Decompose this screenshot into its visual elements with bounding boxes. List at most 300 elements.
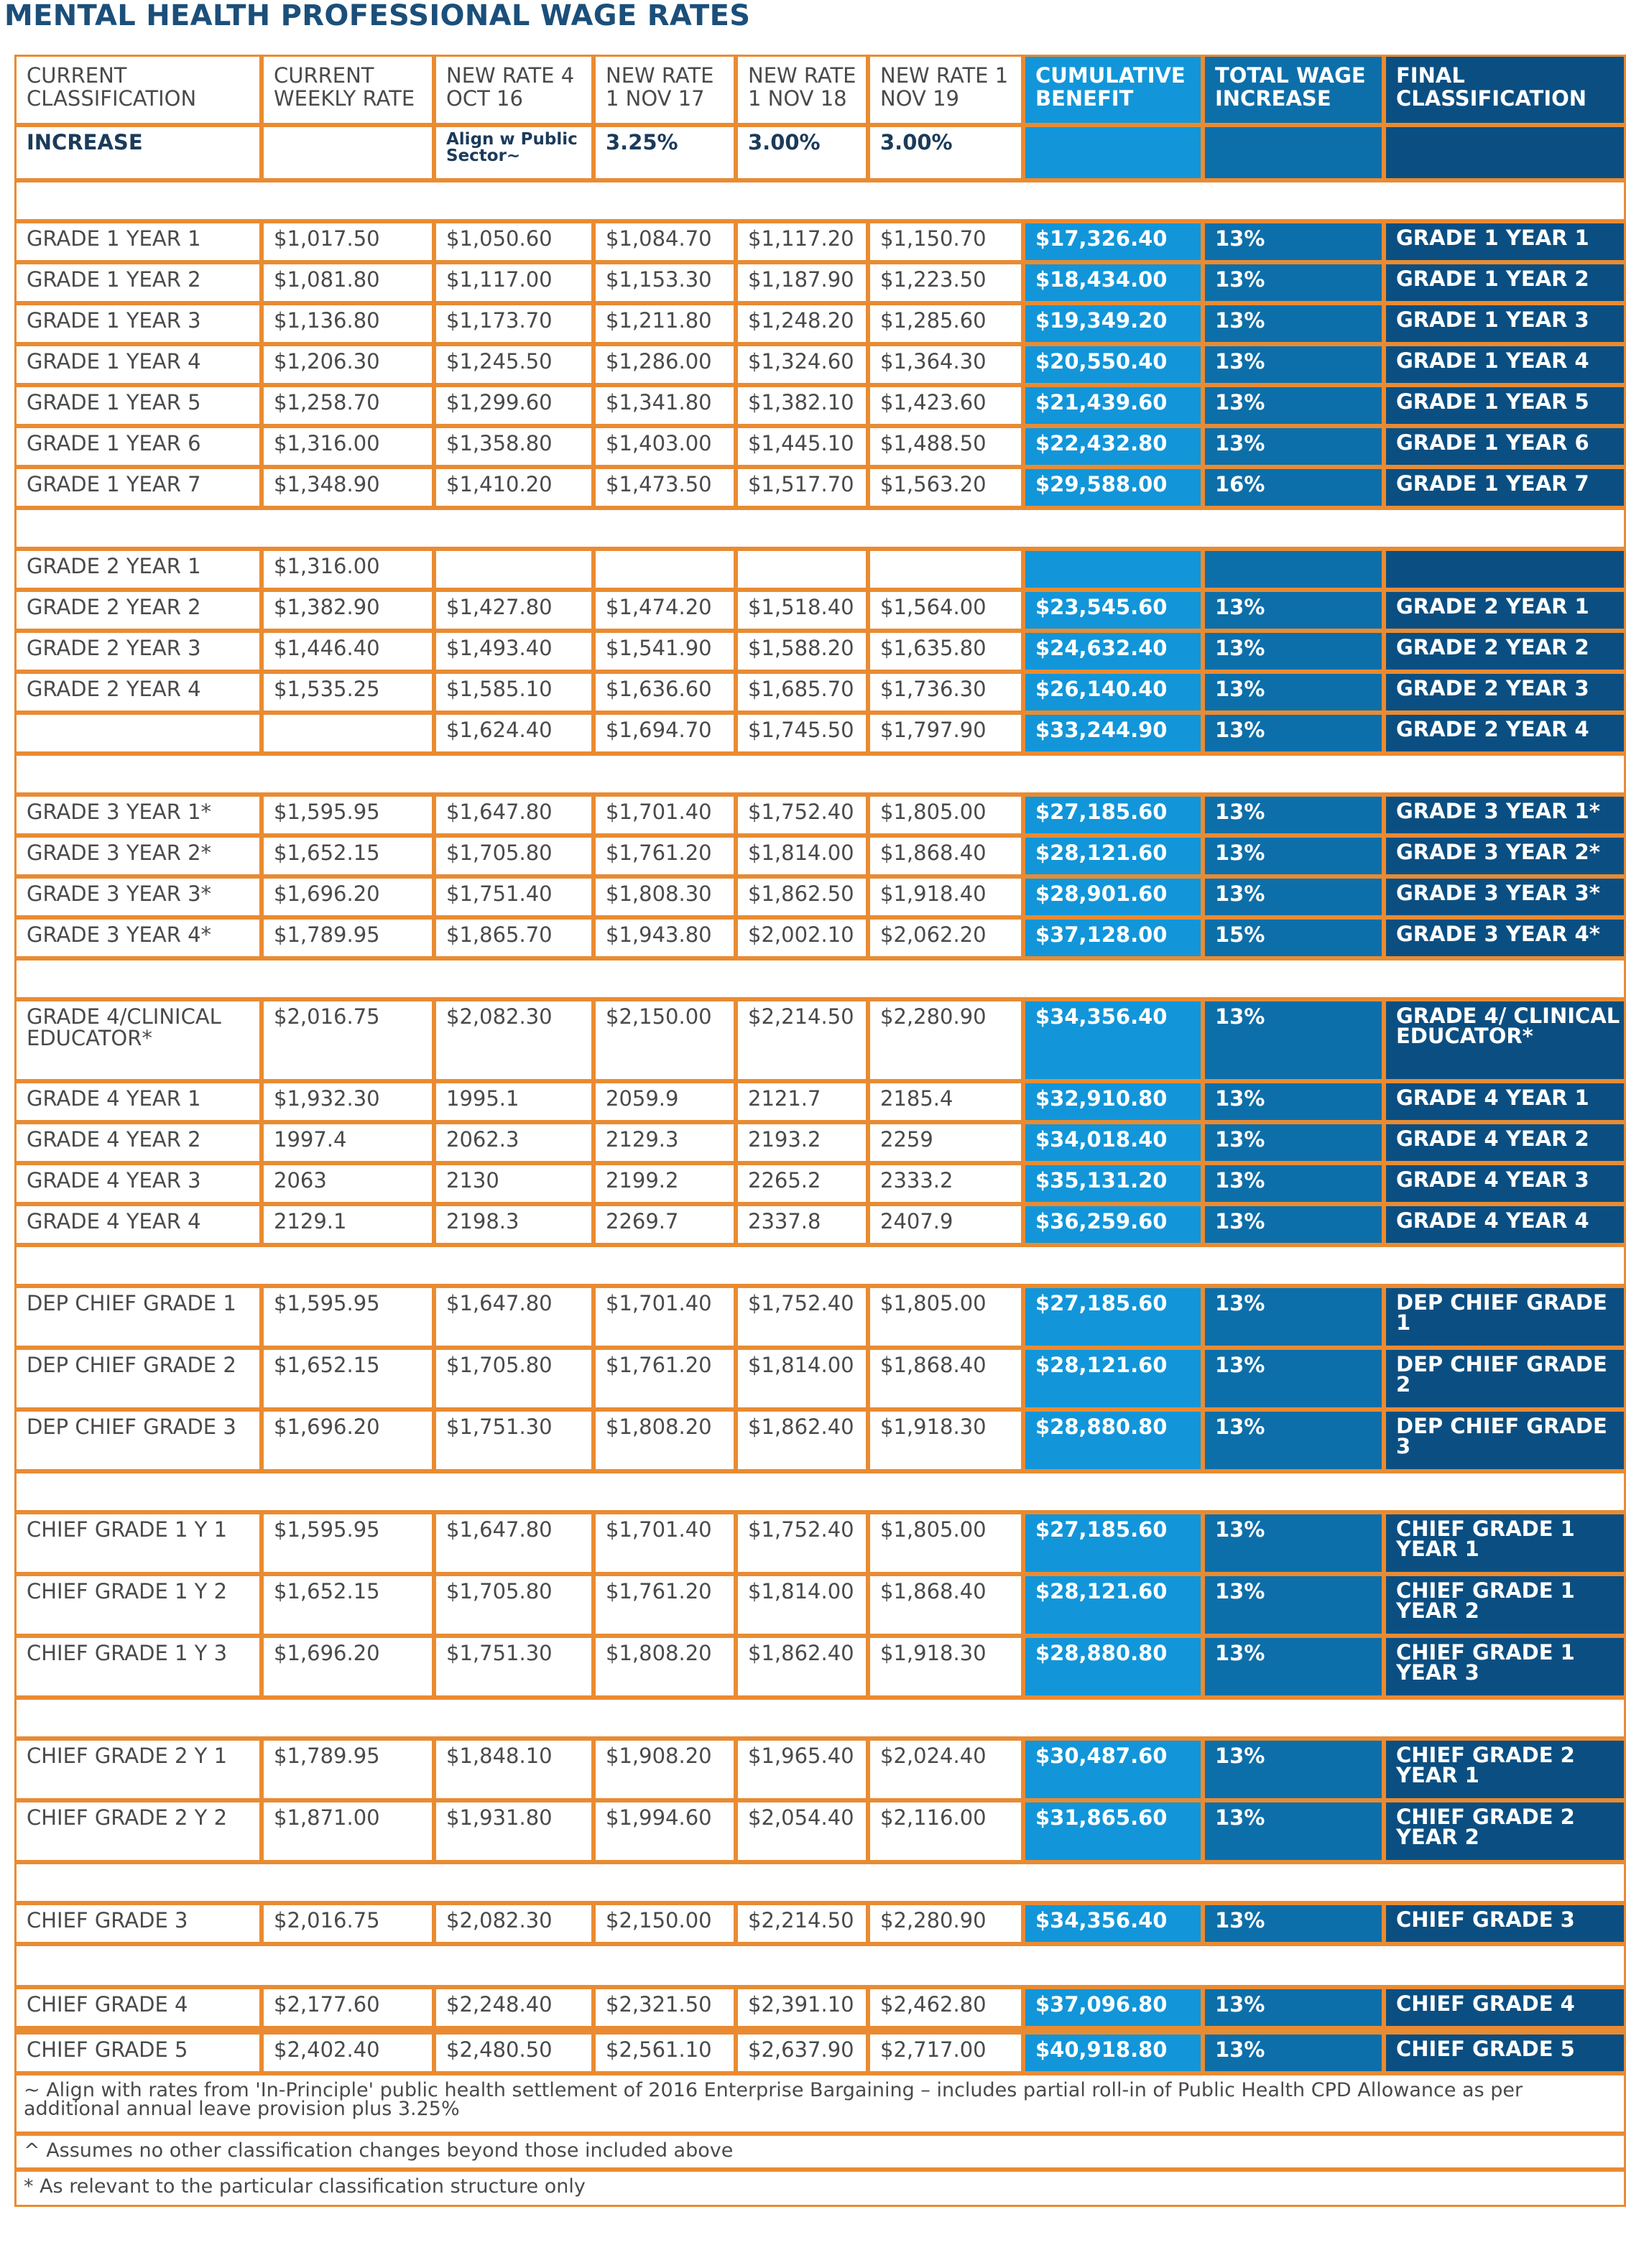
row-new-rate-nov19-cell: $2,280.90 (868, 999, 1023, 1081)
row-current-classification-cell: GRADE 1 YEAR 6 (14, 426, 262, 467)
section-spacer (14, 1944, 1626, 1987)
row-new-rate-nov19-cell: $2,062.20 (868, 917, 1023, 958)
row-current-classification-cell: CHIEF GRADE 4 (14, 1987, 262, 2028)
row-total-wage-increase-cell: 13% (1203, 1574, 1384, 1636)
row-new-rate-oct16-cell: $1,865.70 (434, 917, 593, 958)
row-new-rate-oct16-cell (434, 549, 593, 590)
row-cumulative-benefit-cell: $33,244.90 (1023, 713, 1203, 754)
row-new-rate-nov18-cell: $1,752.40 (736, 1286, 868, 1348)
row-final-classification-cell: GRADE 3 YEAR 2* (1384, 836, 1626, 876)
row-new-rate-oct16-cell: $1,751.30 (434, 1410, 593, 1471)
row-new-rate-oct16-cell: $1,427.80 (434, 590, 593, 631)
row-current-classification-cell: GRADE 3 YEAR 4* (14, 917, 262, 958)
row-new-rate-nov17-cell: $1,153.30 (593, 262, 736, 303)
row-new-rate-nov19-cell: $1,635.80 (868, 631, 1023, 672)
row-new-rate-nov18-cell: $2,214.50 (736, 999, 868, 1081)
row-current-weekly-rate-cell: $2,016.75 (262, 1903, 434, 1944)
section-spacer (14, 508, 1626, 549)
row-current-classification-cell: GRADE 2 YEAR 1 (14, 549, 262, 590)
row-cumulative-benefit-cell: $36,259.60 (1023, 1204, 1203, 1245)
row-new-rate-oct16-cell: $2,082.30 (434, 999, 593, 1081)
row-new-rate-nov17-cell: $1,701.40 (593, 795, 736, 836)
row-new-rate-nov18-cell: 2265.2 (736, 1163, 868, 1204)
row-total-wage-increase-cell: 13% (1203, 303, 1384, 344)
row-final-classification-cell: GRADE 3 YEAR 4* (1384, 917, 1626, 958)
table-row (14, 1512, 1626, 1574)
row-cumulative-benefit-cell: $34,018.40 (1023, 1122, 1203, 1163)
row-current-classification-cell: CHIEF GRADE 2 Y 1 (14, 1739, 262, 1800)
section-spacer (14, 1245, 1626, 1286)
row-current-classification-cell: GRADE 3 YEAR 2* (14, 836, 262, 876)
footnote-text: * As relevant to the particular classification structure only (14, 2170, 1626, 2207)
row-new-rate-nov18-cell: $1,117.20 (736, 221, 868, 262)
row-current-weekly-rate-cell: $1,316.00 (262, 426, 434, 467)
increase-final-classification-cell (1384, 125, 1626, 180)
row-new-rate-oct16-cell: $1,647.80 (434, 795, 593, 836)
row-current-weekly-rate-cell: 2063 (262, 1163, 434, 1204)
row-cumulative-benefit-cell: $28,121.60 (1023, 1574, 1203, 1636)
header-new-rate-nov17-cell: NEW RATE 1 NOV 17 (593, 55, 736, 125)
row-new-rate-nov19-cell: $1,423.60 (868, 385, 1023, 426)
row-new-rate-nov19-cell (868, 549, 1023, 590)
row-new-rate-oct16-cell: $1,624.40 (434, 713, 593, 754)
spacer-cell (14, 1862, 1626, 1903)
row-current-weekly-rate-cell: $1,696.20 (262, 1410, 434, 1471)
row-new-rate-nov17-cell: $2,150.00 (593, 1903, 736, 1944)
row-final-classification-cell: GRADE 3 YEAR 3* (1384, 876, 1626, 917)
row-current-classification-cell: GRADE 2 YEAR 3 (14, 631, 262, 672)
section-spacer (14, 958, 1626, 999)
increase-total-wage-increase-cell (1203, 125, 1384, 180)
row-total-wage-increase-cell: 13% (1203, 836, 1384, 876)
section-spacer (14, 754, 1626, 795)
row-new-rate-nov19-cell: $1,868.40 (868, 836, 1023, 876)
row-cumulative-benefit-cell: $27,185.60 (1023, 1286, 1203, 1348)
row-cumulative-benefit-cell: $26,140.40 (1023, 672, 1203, 713)
row-cumulative-benefit-cell: $29,588.00 (1023, 467, 1203, 508)
table-row (14, 344, 1626, 385)
section-spacer (14, 1862, 1626, 1903)
row-new-rate-nov18-cell: $1,862.40 (736, 1636, 868, 1698)
row-current-weekly-rate-cell: $1,789.95 (262, 917, 434, 958)
row-new-rate-nov19-cell: $1,805.00 (868, 1286, 1023, 1348)
row-new-rate-nov17-cell: $1,808.20 (593, 1410, 736, 1471)
row-current-classification-cell: CHIEF GRADE 3 (14, 1903, 262, 1944)
row-current-classification-cell: DEP CHIEF GRADE 2 (14, 1348, 262, 1410)
row-new-rate-nov18-cell: $2,637.90 (736, 2032, 868, 2073)
row-current-weekly-rate-cell: $1,696.20 (262, 876, 434, 917)
row-total-wage-increase-cell: 13% (1203, 385, 1384, 426)
row-current-weekly-rate-cell: $1,017.50 (262, 221, 434, 262)
spacer-cell (14, 1698, 1626, 1739)
row-new-rate-nov19-cell: $1,150.70 (868, 221, 1023, 262)
row-current-classification-cell: GRADE 1 YEAR 7 (14, 467, 262, 508)
spacer-cell (14, 754, 1626, 795)
row-new-rate-nov17-cell: 2269.7 (593, 1204, 736, 1245)
spacer-cell (14, 180, 1626, 221)
row-new-rate-nov18-cell: $1,685.70 (736, 672, 868, 713)
row-total-wage-increase-cell: 13% (1203, 221, 1384, 262)
row-cumulative-benefit-cell: $34,356.40 (1023, 1903, 1203, 1944)
row-cumulative-benefit-cell: $28,121.60 (1023, 836, 1203, 876)
row-cumulative-benefit-cell: $34,356.40 (1023, 999, 1203, 1081)
row-cumulative-benefit-cell: $37,128.00 (1023, 917, 1203, 958)
row-total-wage-increase-cell: 13% (1203, 1348, 1384, 1410)
row-new-rate-nov19-cell: $2,280.90 (868, 1903, 1023, 1944)
row-new-rate-nov17-cell: $1,341.80 (593, 385, 736, 426)
table-row (14, 1636, 1626, 1698)
row-total-wage-increase-cell: 13% (1203, 1987, 1384, 2028)
row-cumulative-benefit-cell: $28,121.60 (1023, 1348, 1203, 1410)
row-current-weekly-rate-cell: $1,595.95 (262, 1512, 434, 1574)
footnote-row (14, 2134, 1626, 2170)
row-current-weekly-rate-cell: $1,652.15 (262, 836, 434, 876)
table-row (14, 262, 1626, 303)
section-spacer (14, 1471, 1626, 1512)
row-current-weekly-rate-cell: $1,652.15 (262, 1348, 434, 1410)
row-total-wage-increase-cell: 13% (1203, 1636, 1384, 1698)
row-cumulative-benefit-cell: $20,550.40 (1023, 344, 1203, 385)
footnote-text: ~ Align with rates from 'In-Principle' public health settlement of 2016 Enterprise Bargaining – includes partial roll-in of Public Health CPD Allowance as per additional annual leave provision plus 3.25% (14, 2073, 1626, 2134)
row-final-classification-cell: GRADE 4 YEAR 1 (1384, 1081, 1626, 1122)
row-new-rate-nov18-cell: $2,054.40 (736, 1800, 868, 1862)
spacer-cell (14, 1245, 1626, 1286)
row-current-weekly-rate-cell: $1,789.95 (262, 1739, 434, 1800)
table-row (14, 1574, 1626, 1636)
row-new-rate-oct16-cell: $1,050.60 (434, 221, 593, 262)
increase-new-rate-nov18-cell: 3.00% (736, 125, 868, 180)
row-current-weekly-rate-cell: 1997.4 (262, 1122, 434, 1163)
page-title: MENTAL HEALTH PROFESSIONAL WAGE RATES (4, 0, 751, 32)
row-total-wage-increase-cell: 13% (1203, 1163, 1384, 1204)
row-current-classification-cell: GRADE 4 YEAR 1 (14, 1081, 262, 1122)
row-new-rate-oct16-cell: $1,751.40 (434, 876, 593, 917)
table-row (14, 549, 1626, 590)
table-row (14, 303, 1626, 344)
row-new-rate-oct16-cell: $1,358.80 (434, 426, 593, 467)
row-total-wage-increase-cell: 13% (1203, 1204, 1384, 1245)
row-new-rate-nov18-cell: $2,002.10 (736, 917, 868, 958)
row-new-rate-oct16-cell: $1,848.10 (434, 1739, 593, 1800)
row-final-classification-cell: CHIEF GRADE 2 YEAR 2 (1384, 1800, 1626, 1862)
row-current-classification-cell: GRADE 1 YEAR 4 (14, 344, 262, 385)
row-final-classification-cell: GRADE 2 YEAR 4 (1384, 713, 1626, 754)
row-total-wage-increase-cell: 13% (1203, 590, 1384, 631)
row-cumulative-benefit-cell: $18,434.00 (1023, 262, 1203, 303)
table-row (14, 836, 1626, 876)
row-current-weekly-rate-cell: $1,382.90 (262, 590, 434, 631)
row-current-classification-cell: GRADE 2 YEAR 4 (14, 672, 262, 713)
row-new-rate-oct16-cell: $1,705.80 (434, 836, 593, 876)
row-current-classification-cell: GRADE 1 YEAR 5 (14, 385, 262, 426)
row-cumulative-benefit-cell: $17,326.40 (1023, 221, 1203, 262)
row-total-wage-increase-cell: 13% (1203, 426, 1384, 467)
row-total-wage-increase-cell: 16% (1203, 467, 1384, 508)
table-row (14, 1163, 1626, 1204)
row-new-rate-nov18-cell: $1,445.10 (736, 426, 868, 467)
row-cumulative-benefit-cell: $32,910.80 (1023, 1081, 1203, 1122)
row-current-weekly-rate-cell: $1,446.40 (262, 631, 434, 672)
row-current-weekly-rate-cell: 2129.1 (262, 1204, 434, 1245)
row-cumulative-benefit-cell: $19,349.20 (1023, 303, 1203, 344)
row-total-wage-increase-cell: 15% (1203, 917, 1384, 958)
row-new-rate-nov17-cell: $1,808.20 (593, 1636, 736, 1698)
row-new-rate-nov19-cell: 2333.2 (868, 1163, 1023, 1204)
row-current-weekly-rate-cell: $1,316.00 (262, 549, 434, 590)
row-final-classification-cell: GRADE 3 YEAR 1* (1384, 795, 1626, 836)
row-current-weekly-rate-cell: $2,016.75 (262, 999, 434, 1081)
row-new-rate-nov18-cell: $1,187.90 (736, 262, 868, 303)
table-row (14, 917, 1626, 958)
row-final-classification-cell: GRADE 1 YEAR 5 (1384, 385, 1626, 426)
increase-new-rate-nov19-cell: 3.00% (868, 125, 1023, 180)
row-current-classification-cell: GRADE 4 YEAR 3 (14, 1163, 262, 1204)
table-row (14, 1348, 1626, 1410)
row-new-rate-nov17-cell: $1,761.20 (593, 1574, 736, 1636)
row-new-rate-nov18-cell: $1,518.40 (736, 590, 868, 631)
row-final-classification-cell: GRADE 1 YEAR 3 (1384, 303, 1626, 344)
row-cumulative-benefit-cell: $24,632.40 (1023, 631, 1203, 672)
row-current-weekly-rate-cell: $2,177.60 (262, 1987, 434, 2028)
row-current-classification-cell: GRADE 4/CLINICAL EDUCATOR* (14, 999, 262, 1081)
row-new-rate-nov17-cell: $1,541.90 (593, 631, 736, 672)
row-new-rate-nov17-cell: $2,561.10 (593, 2032, 736, 2073)
row-new-rate-nov17-cell: $1,286.00 (593, 344, 736, 385)
row-current-classification-cell: CHIEF GRADE 1 Y 2 (14, 1574, 262, 1636)
section-spacer (14, 180, 1626, 221)
table-row (14, 795, 1626, 836)
header-final-classification-cell: FINAL CLASSIFICATION (1384, 55, 1626, 125)
row-total-wage-increase-cell: 13% (1203, 631, 1384, 672)
row-new-rate-oct16-cell: $1,931.80 (434, 1800, 593, 1862)
row-new-rate-nov18-cell: $1,324.60 (736, 344, 868, 385)
table-row (14, 1739, 1626, 1800)
row-new-rate-nov18-cell: $1,248.20 (736, 303, 868, 344)
row-final-classification-cell: CHIEF GRADE 1 YEAR 3 (1384, 1636, 1626, 1698)
row-new-rate-oct16-cell: $1,245.50 (434, 344, 593, 385)
row-total-wage-increase-cell: 13% (1203, 672, 1384, 713)
row-cumulative-benefit-cell: $21,439.60 (1023, 385, 1203, 426)
row-total-wage-increase-cell: 13% (1203, 1800, 1384, 1862)
row-new-rate-nov19-cell: $1,918.30 (868, 1636, 1023, 1698)
table-row (14, 221, 1626, 262)
increase-current-classification-cell: INCREASE (14, 125, 262, 180)
row-new-rate-nov18-cell: $1,814.00 (736, 836, 868, 876)
row-new-rate-nov17-cell: $1,636.60 (593, 672, 736, 713)
row-new-rate-oct16-cell: $2,082.30 (434, 1903, 593, 1944)
row-final-classification-cell: DEP CHIEF GRADE 2 (1384, 1348, 1626, 1410)
row-current-weekly-rate-cell: $1,206.30 (262, 344, 434, 385)
row-current-weekly-rate-cell: $1,871.00 (262, 1800, 434, 1862)
spacer-cell (14, 508, 1626, 549)
row-current-classification-cell: DEP CHIEF GRADE 3 (14, 1410, 262, 1471)
row-new-rate-nov18-cell (736, 549, 868, 590)
row-new-rate-nov17-cell: $1,808.30 (593, 876, 736, 917)
row-new-rate-nov17-cell: 2129.3 (593, 1122, 736, 1163)
row-new-rate-nov18-cell: $1,814.00 (736, 1348, 868, 1410)
row-total-wage-increase-cell: 13% (1203, 713, 1384, 754)
row-current-weekly-rate-cell: $1,136.80 (262, 303, 434, 344)
row-new-rate-oct16-cell: 1995.1 (434, 1081, 593, 1122)
increase-cumulative-benefit-cell (1023, 125, 1203, 180)
row-current-weekly-rate-cell: $1,652.15 (262, 1574, 434, 1636)
row-new-rate-nov19-cell: 2407.9 (868, 1204, 1023, 1245)
table-row (14, 2032, 1626, 2073)
row-final-classification-cell: DEP CHIEF GRADE 3 (1384, 1410, 1626, 1471)
row-new-rate-nov19-cell: $1,918.40 (868, 876, 1023, 917)
row-new-rate-nov17-cell: $1,084.70 (593, 221, 736, 262)
row-new-rate-nov18-cell: $1,965.40 (736, 1739, 868, 1800)
row-new-rate-nov19-cell: $1,918.30 (868, 1410, 1023, 1471)
row-cumulative-benefit-cell: $35,131.20 (1023, 1163, 1203, 1204)
row-new-rate-oct16-cell: $1,493.40 (434, 631, 593, 672)
row-final-classification-cell: GRADE 2 YEAR 3 (1384, 672, 1626, 713)
row-new-rate-oct16-cell: $2,480.50 (434, 2032, 593, 2073)
row-new-rate-nov17-cell: $1,694.70 (593, 713, 736, 754)
table-row (14, 385, 1626, 426)
row-current-classification-cell: GRADE 3 YEAR 3* (14, 876, 262, 917)
row-current-classification-cell: GRADE 1 YEAR 1 (14, 221, 262, 262)
row-current-weekly-rate-cell: $1,258.70 (262, 385, 434, 426)
row-new-rate-oct16-cell: $1,299.60 (434, 385, 593, 426)
row-current-classification-cell: DEP CHIEF GRADE 1 (14, 1286, 262, 1348)
row-new-rate-nov17-cell: $1,761.20 (593, 836, 736, 876)
row-current-classification-cell: CHIEF GRADE 2 Y 2 (14, 1800, 262, 1862)
footnote-row (14, 2073, 1626, 2134)
row-new-rate-nov19-cell: $1,805.00 (868, 1512, 1023, 1574)
header-current-classification-cell: CURRENT CLASSIFICATION (14, 55, 262, 125)
row-new-rate-oct16-cell: $1,173.70 (434, 303, 593, 344)
row-current-weekly-rate-cell: $1,348.90 (262, 467, 434, 508)
row-total-wage-increase-cell: 13% (1203, 1512, 1384, 1574)
row-final-classification-cell (1384, 549, 1626, 590)
row-current-classification-cell: GRADE 1 YEAR 3 (14, 303, 262, 344)
row-total-wage-increase-cell: 13% (1203, 1081, 1384, 1122)
header-total-wage-increase-cell: TOTAL WAGE INCREASE (1203, 55, 1384, 125)
row-cumulative-benefit-cell: $40,918.80 (1023, 2032, 1203, 2073)
row-new-rate-nov19-cell: $1,868.40 (868, 1574, 1023, 1636)
header-row (14, 55, 1626, 125)
row-final-classification-cell: GRADE 1 YEAR 7 (1384, 467, 1626, 508)
spacer-cell (14, 1471, 1626, 1512)
table-row (14, 1903, 1626, 1944)
table-row (14, 467, 1626, 508)
row-new-rate-nov18-cell: 2193.2 (736, 1122, 868, 1163)
row-current-classification-cell: CHIEF GRADE 1 Y 3 (14, 1636, 262, 1698)
row-new-rate-nov18-cell: $1,862.50 (736, 876, 868, 917)
row-new-rate-nov19-cell: $1,364.30 (868, 344, 1023, 385)
row-total-wage-increase-cell (1203, 549, 1384, 590)
row-new-rate-nov17-cell: $1,473.50 (593, 467, 736, 508)
table-row (14, 426, 1626, 467)
row-current-weekly-rate-cell: $1,595.95 (262, 1286, 434, 1348)
table-row (14, 1122, 1626, 1163)
row-new-rate-nov18-cell: $1,517.70 (736, 467, 868, 508)
table-row (14, 999, 1626, 1081)
row-final-classification-cell: GRADE 4 YEAR 3 (1384, 1163, 1626, 1204)
row-new-rate-oct16-cell: 2198.3 (434, 1204, 593, 1245)
row-current-weekly-rate-cell: $1,696.20 (262, 1636, 434, 1698)
row-total-wage-increase-cell: 13% (1203, 262, 1384, 303)
table-row (14, 1204, 1626, 1245)
row-total-wage-increase-cell: 13% (1203, 795, 1384, 836)
row-new-rate-nov18-cell: $1,752.40 (736, 795, 868, 836)
row-final-classification-cell: GRADE 1 YEAR 2 (1384, 262, 1626, 303)
row-cumulative-benefit-cell: $22,432.80 (1023, 426, 1203, 467)
row-final-classification-cell: GRADE 1 YEAR 1 (1384, 221, 1626, 262)
row-final-classification-cell: GRADE 4/ CLINICAL EDUCATOR* (1384, 999, 1626, 1081)
header-new-rate-oct16-cell: NEW RATE 4 OCT 16 (434, 55, 593, 125)
row-new-rate-nov17-cell: $2,150.00 (593, 999, 736, 1081)
row-cumulative-benefit-cell (1023, 549, 1203, 590)
row-new-rate-nov17-cell: $1,908.20 (593, 1739, 736, 1800)
row-new-rate-nov18-cell: $1,862.40 (736, 1410, 868, 1471)
row-total-wage-increase-cell: 13% (1203, 1286, 1384, 1348)
row-current-classification-cell: CHIEF GRADE 1 Y 1 (14, 1512, 262, 1574)
row-new-rate-nov18-cell: $1,588.20 (736, 631, 868, 672)
row-final-classification-cell: GRADE 4 YEAR 2 (1384, 1122, 1626, 1163)
footnote-text: ^ Assumes no other classification changes beyond those included above (14, 2134, 1626, 2170)
row-new-rate-oct16-cell: $1,647.80 (434, 1512, 593, 1574)
row-new-rate-nov19-cell: $1,488.50 (868, 426, 1023, 467)
row-new-rate-nov19-cell: $1,805.00 (868, 795, 1023, 836)
row-total-wage-increase-cell: 13% (1203, 344, 1384, 385)
row-new-rate-oct16-cell: $1,410.20 (434, 467, 593, 508)
row-final-classification-cell: GRADE 1 YEAR 4 (1384, 344, 1626, 385)
row-total-wage-increase-cell: 13% (1203, 876, 1384, 917)
row-new-rate-oct16-cell: 2130 (434, 1163, 593, 1204)
spacer-cell (14, 1944, 1626, 1987)
table-row (14, 1410, 1626, 1471)
row-new-rate-oct16-cell: $1,705.80 (434, 1574, 593, 1636)
row-new-rate-nov18-cell: $1,814.00 (736, 1574, 868, 1636)
row-cumulative-benefit-cell: $28,880.80 (1023, 1410, 1203, 1471)
row-cumulative-benefit-cell: $27,185.60 (1023, 1512, 1203, 1574)
table-row (14, 1800, 1626, 1862)
row-final-classification-cell: GRADE 4 YEAR 4 (1384, 1204, 1626, 1245)
row-current-weekly-rate-cell: $1,595.95 (262, 795, 434, 836)
table-row (14, 672, 1626, 713)
row-total-wage-increase-cell: 13% (1203, 1739, 1384, 1800)
row-total-wage-increase-cell: 13% (1203, 999, 1384, 1081)
row-new-rate-nov19-cell: $2,024.40 (868, 1739, 1023, 1800)
row-new-rate-nov17-cell: $1,474.20 (593, 590, 736, 631)
table-row (14, 1081, 1626, 1122)
row-new-rate-nov17-cell: $1,211.80 (593, 303, 736, 344)
row-total-wage-increase-cell: 13% (1203, 1903, 1384, 1944)
increase-current-weekly-rate-cell (262, 125, 434, 180)
row-current-classification-cell: GRADE 3 YEAR 1* (14, 795, 262, 836)
row-new-rate-nov19-cell: $1,563.20 (868, 467, 1023, 508)
row-current-classification-cell (14, 713, 262, 754)
increase-row (14, 125, 1626, 180)
row-cumulative-benefit-cell: $27,185.60 (1023, 795, 1203, 836)
row-final-classification-cell: GRADE 2 YEAR 2 (1384, 631, 1626, 672)
row-total-wage-increase-cell: 13% (1203, 1122, 1384, 1163)
row-new-rate-oct16-cell: 2062.3 (434, 1122, 593, 1163)
row-final-classification-cell: CHIEF GRADE 3 (1384, 1903, 1626, 1944)
row-new-rate-nov19-cell: $1,223.50 (868, 262, 1023, 303)
row-new-rate-oct16-cell: $1,117.00 (434, 262, 593, 303)
row-final-classification-cell: CHIEF GRADE 2 YEAR 1 (1384, 1739, 1626, 1800)
row-new-rate-nov19-cell: $1,797.90 (868, 713, 1023, 754)
row-cumulative-benefit-cell: $31,865.60 (1023, 1800, 1203, 1862)
row-new-rate-oct16-cell: $2,248.40 (434, 1987, 593, 2028)
increase-new-rate-nov17-cell: 3.25% (593, 125, 736, 180)
row-new-rate-nov18-cell: $2,214.50 (736, 1903, 868, 1944)
row-current-classification-cell: CHIEF GRADE 5 (14, 2032, 262, 2073)
table-body (14, 55, 1626, 2207)
